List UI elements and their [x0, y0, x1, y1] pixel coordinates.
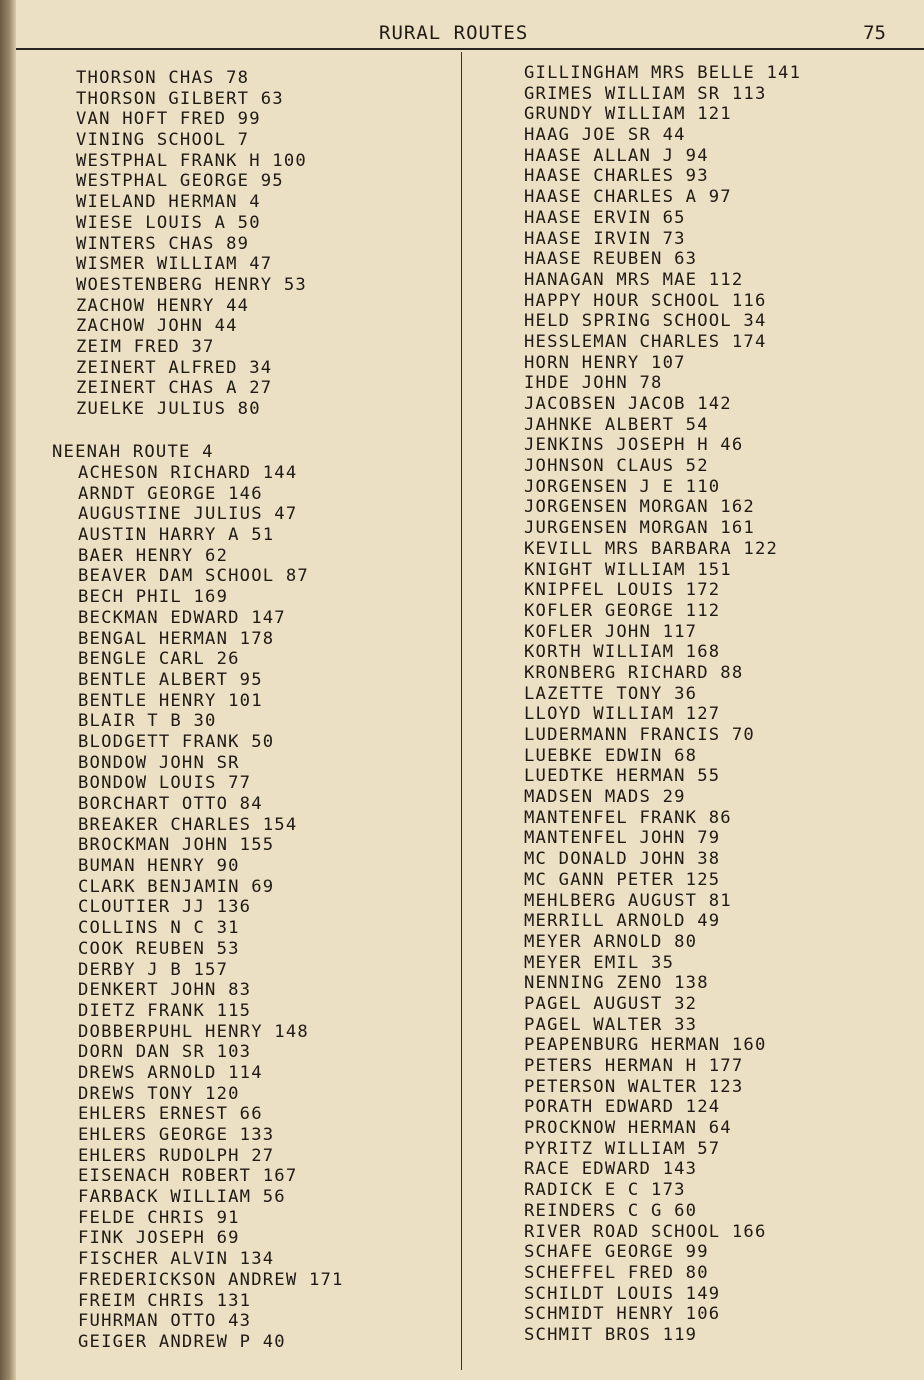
directory-entry: LUDERMANN FRANCIS 70 — [524, 725, 755, 745]
directory-entry: KORTH WILLIAM 168 — [524, 642, 721, 663]
directory-entry: DENKERT JOHN 83 — [78, 980, 252, 1001]
directory-entry: MEYER EMIL 35 — [524, 952, 675, 973]
directory-entry: THORSON GILBERT 63 — [76, 88, 284, 109]
directory-entry: HAASE REUBEN 63 — [524, 249, 698, 270]
directory-entry: DIETZ FRANK 115 — [78, 1000, 252, 1021]
directory-entry: COOK REUBEN 53 — [78, 938, 240, 959]
directory-entry: BONDOW JOHN SR — [78, 752, 240, 773]
directory-entry: RIVER ROAD SCHOOL 166 — [524, 1221, 767, 1242]
directory-entry: SCHMIDT HENRY 106 — [524, 1304, 721, 1325]
directory-entry: BENGLE CARL 26 — [78, 649, 240, 670]
directory-entry: SCHAFE GEORGE 99 — [524, 1242, 709, 1263]
directory-entry: PETERS HERMAN H 177 — [524, 1056, 744, 1076]
directory-entry: BEAVER DAM SCHOOL 87 — [78, 566, 309, 587]
directory-entry: IHDE JOHN 78 — [524, 373, 663, 394]
left-column-bottom-list — [78, 463, 344, 1353]
directory-entry: DERBY J B 157 — [78, 959, 229, 980]
directory-entry: BECKMAN EDWARD 147 — [78, 607, 286, 628]
directory-entry: BREAKER CHARLES 154 — [78, 814, 298, 835]
directory-entry: KNIGHT WILLIAM 151 — [524, 559, 732, 580]
directory-entry: BLAIR T B 30 — [78, 711, 217, 732]
directory-entry: PAGEL AUGUST 32 — [524, 993, 698, 1014]
directory-entry: HELD SPRING SCHOOL 34 — [524, 311, 767, 332]
directory-entry: ZEIM FRED 37 — [76, 336, 215, 357]
directory-entry: FREDERICKSON ANDREW 171 — [78, 1269, 344, 1290]
directory-entry: THORSON CHAS 78 — [76, 68, 250, 88]
directory-entry: VAN HOFT FRED 99 — [76, 109, 261, 130]
directory-entry: JENKINS JOSEPH H 46 — [524, 435, 744, 456]
directory-entry: GRUNDY WILLIAM 121 — [524, 104, 732, 125]
directory-entry: PETERSON WALTER 123 — [524, 1076, 744, 1097]
directory-entry: DREWS TONY 120 — [78, 1083, 240, 1104]
right-column-list — [524, 63, 801, 1346]
directory-entry: PAGEL WALTER 33 — [524, 1014, 698, 1035]
directory-entry: KRONBERG RICHARD 88 — [524, 662, 744, 683]
column-divider — [461, 52, 462, 1370]
directory-entry: JORGENSEN MORGAN 162 — [524, 497, 755, 518]
directory-entry: EHLERS RUDOLPH 27 — [78, 1145, 275, 1166]
directory-entry: JAHNKE ALBERT 54 — [524, 414, 709, 435]
directory-entry: JOHNSON CLAUS 52 — [524, 456, 709, 477]
directory-entry: WIESE LOUIS A 50 — [76, 212, 261, 233]
directory-entry: GEIGER ANDREW P 40 — [78, 1331, 286, 1352]
directory-entry: BUMAN HENRY 90 — [78, 856, 240, 877]
directory-entry: PEAPENBURG HERMAN 160 — [524, 1035, 767, 1056]
directory-entry: WOESTENBERG HENRY 53 — [76, 274, 307, 295]
directory-entry: KOFLER GEORGE 112 — [524, 600, 721, 621]
directory-entry: ARNDT GEORGE 146 — [78, 483, 263, 504]
directory-entry: EISENACH ROBERT 167 — [78, 1166, 298, 1187]
directory-entry: MANTENFEL FRANK 86 — [524, 807, 732, 828]
directory-entry: HAAG JOE SR 44 — [524, 125, 686, 146]
directory-entry: MANTENFEL JOHN 79 — [524, 828, 721, 849]
directory-entry: KNIPFEL LOUIS 172 — [524, 580, 721, 601]
directory-entry: MEHLBERG AUGUST 81 — [524, 890, 732, 911]
directory-entry: AUGUSTINE JULIUS 47 — [78, 504, 298, 525]
directory-entry: BECH PHIL 169 — [78, 587, 229, 608]
directory-entry: AUSTIN HARRY A 51 — [78, 525, 275, 546]
page-header — [16, 22, 924, 50]
directory-entry: JURGENSEN MORGAN 161 — [524, 518, 755, 539]
directory-entry: JORGENSEN J E 110 — [524, 476, 721, 497]
directory-entry: ACHESON RICHARD 144 — [78, 463, 298, 483]
directory-entry: DREWS ARNOLD 114 — [78, 1062, 263, 1083]
directory-entry: HAASE CHARLES A 97 — [524, 187, 732, 208]
directory-entry: PYRITZ WILLIAM 57 — [524, 1138, 721, 1159]
directory-entry: WISMER WILLIAM 47 — [76, 254, 273, 275]
directory-entry: REINDERS C G 60 — [524, 1200, 698, 1221]
directory-entry: FINK JOSEPH 69 — [78, 1228, 240, 1249]
directory-entry: KOFLER JOHN 117 — [524, 621, 698, 642]
directory-entry: BENGAL HERMAN 178 — [78, 628, 275, 649]
directory-entry: DORN DAN SR 103 — [78, 1042, 252, 1063]
directory-entry: FREIM CHRIS 131 — [78, 1290, 252, 1311]
directory-entry: SCHILDT LOUIS 149 — [524, 1283, 721, 1304]
directory-entry: BLODGETT FRANK 50 — [78, 731, 275, 752]
directory-entry: LUEBKE EDWIN 68 — [524, 745, 698, 766]
directory-entry: WESTPHAL GEORGE 95 — [76, 171, 284, 192]
directory-entry: HANAGAN MRS MAE 112 — [524, 269, 744, 290]
directory-entry: BAER HENRY 62 — [78, 545, 229, 566]
directory-entry: MEYER ARNOLD 80 — [524, 931, 698, 952]
header-title: RURAL ROUTES — [379, 22, 529, 44]
directory-entry: FUHRMAN OTTO 43 — [78, 1311, 252, 1332]
directory-entry: WIELAND HERMAN 4 — [76, 192, 261, 213]
page-number: 75 — [863, 22, 886, 44]
directory-entry: RACE EDWARD 143 — [524, 1159, 698, 1180]
directory-entry: HAASE ERVIN 65 — [524, 207, 686, 228]
directory-entry: HAASE CHARLES 93 — [524, 166, 709, 187]
directory-entry: GILLINGHAM MRS BELLE 141 — [524, 63, 802, 83]
directory-entry: MADSEN MADS 29 — [524, 787, 686, 808]
directory-entry: COLLINS N C 31 — [78, 918, 240, 939]
directory-entry: CLOUTIER JJ 136 — [78, 897, 252, 918]
directory-entry: GRIMES WILLIAM SR 113 — [524, 83, 767, 104]
book-binding-shadow — [0, 0, 16, 1380]
directory-entry: PROCKNOW HERMAN 64 — [524, 1118, 732, 1139]
directory-entry: ZEINERT CHAS A 27 — [76, 378, 273, 399]
directory-entry: BORCHART OTTO 84 — [78, 794, 263, 814]
directory-entry: FELDE CHRIS 91 — [78, 1207, 240, 1228]
directory-entry: LAZETTE TONY 36 — [524, 683, 698, 704]
directory-entry: HESSLEMAN CHARLES 174 — [524, 331, 767, 352]
directory-entry: LLOYD WILLIAM 127 — [524, 704, 721, 725]
directory-entry: PORATH EDWARD 124 — [524, 1097, 721, 1118]
directory-entry: EHLERS GEORGE 133 — [78, 1125, 275, 1145]
directory-entry: ZUELKE JULIUS 80 — [76, 399, 261, 419]
directory-entry: BROCKMAN JOHN 155 — [78, 835, 275, 856]
directory-entry: BONDOW LOUIS 77 — [78, 773, 252, 794]
left-column-top-list — [76, 68, 307, 420]
directory-entry: BENTLE ALBERT 95 — [78, 669, 263, 690]
directory-entry: ZEINERT ALFRED 34 — [76, 357, 273, 378]
directory-entry: WINTERS CHAS 89 — [76, 233, 250, 254]
directory-entry: RADICK E C 173 — [524, 1180, 686, 1201]
directory-entry: LUEDTKE HERMAN 55 — [524, 766, 721, 787]
directory-entry: DOBBERPUHL HENRY 148 — [78, 1021, 309, 1042]
directory-entry: FARBACK WILLIAM 56 — [78, 1187, 286, 1208]
directory-entry: SCHEFFEL FRED 80 — [524, 1262, 709, 1283]
directory-entry: HORN HENRY 107 — [524, 352, 686, 373]
directory-entry: ZACHOW HENRY 44 — [76, 295, 250, 316]
directory-entry: CLARK BENJAMIN 69 — [78, 876, 275, 897]
directory-entry: KEVILL MRS BARBARA 122 — [524, 538, 779, 559]
directory-entry: WESTPHAL FRANK H 100 — [76, 150, 307, 171]
directory-entry: MC GANN PETER 125 — [524, 869, 721, 890]
section-heading: NEENAH ROUTE 4 — [52, 442, 214, 462]
directory-entry: SCHMIT BROS 119 — [524, 1324, 698, 1345]
directory-entry: FISCHER ALVIN 134 — [78, 1249, 275, 1270]
directory-entry: NENNING ZENO 138 — [524, 973, 709, 994]
directory-entry: BENTLE HENRY 101 — [78, 690, 263, 711]
directory-entry: HAASE IRVIN 73 — [524, 228, 686, 249]
directory-entry: HAPPY HOUR SCHOOL 116 — [524, 290, 767, 311]
directory-entry: JACOBSEN JACOB 142 — [524, 394, 732, 414]
directory-entry: VINING SCHOOL 7 — [76, 130, 250, 151]
directory-entry: HAASE ALLAN J 94 — [524, 145, 709, 166]
directory-entry: MERRILL ARNOLD 49 — [524, 911, 721, 932]
directory-entry: ZACHOW JOHN 44 — [76, 316, 238, 337]
directory-entry: EHLERS ERNEST 66 — [78, 1104, 263, 1125]
directory-entry: MC DONALD JOHN 38 — [524, 849, 721, 870]
